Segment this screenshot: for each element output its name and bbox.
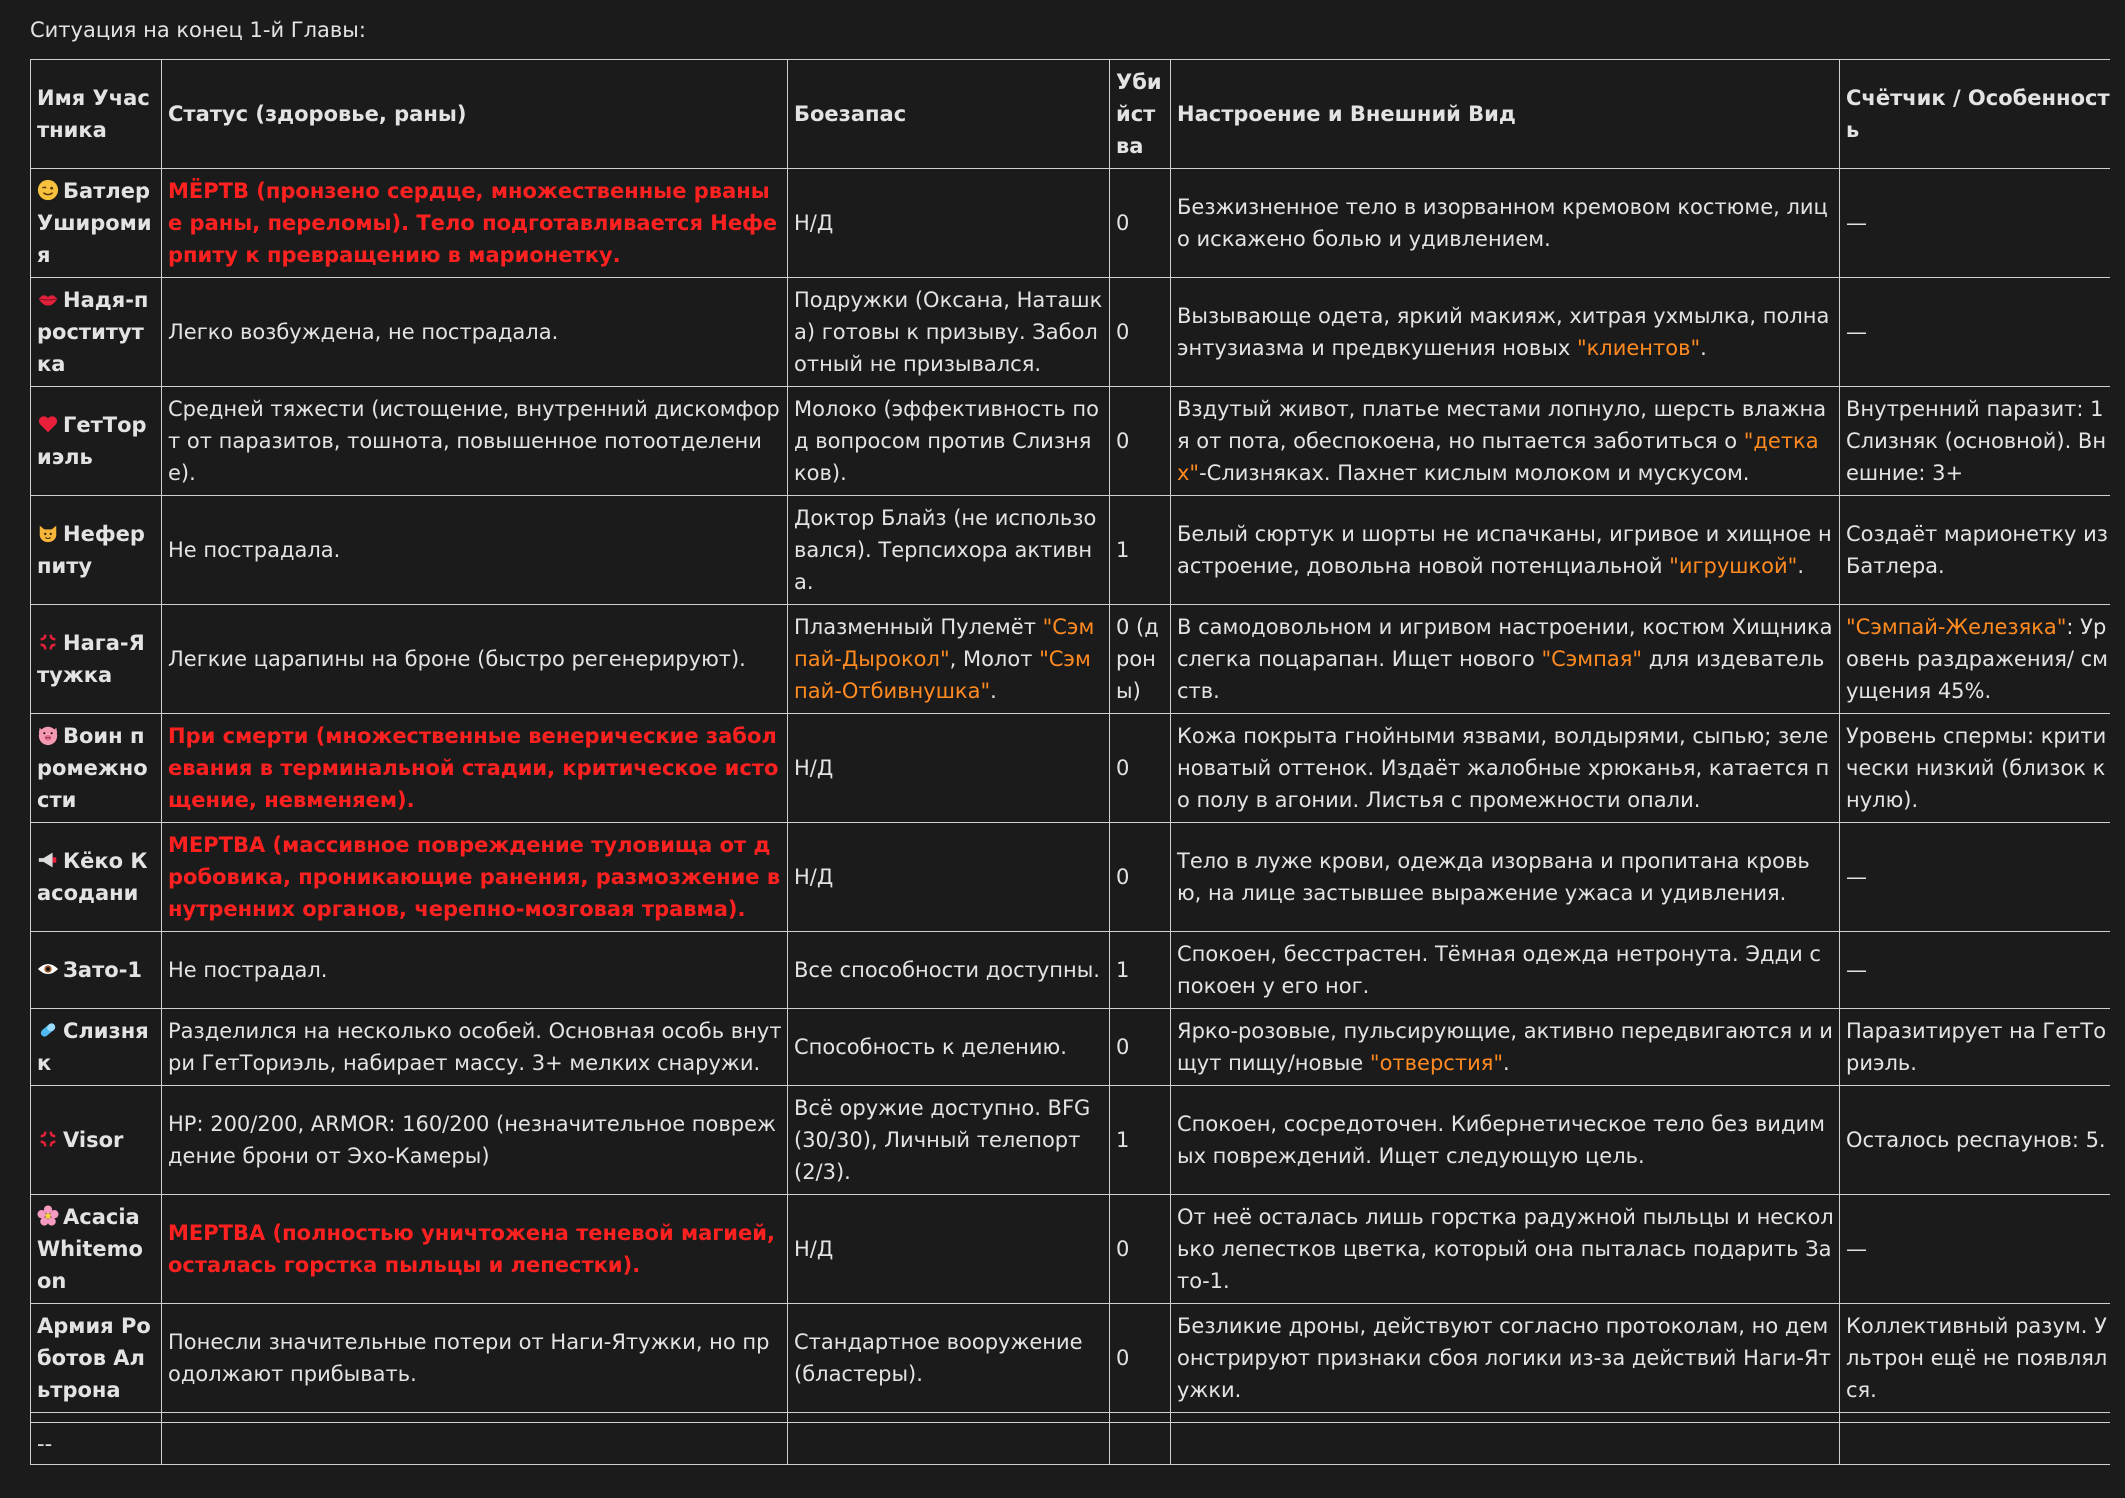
cell-text: Тело в луже крови, одежда изорвана и пропитана кровью, на лице застывшее выражение ужаса и удивления. — [1177, 849, 1810, 905]
cell-text: Н/Д — [794, 756, 834, 780]
table-row — [31, 714, 2111, 823]
mood-cell — [1171, 1009, 1840, 1086]
cell-text: Н/Д — [794, 211, 834, 235]
cell-text: . — [1503, 1051, 1510, 1075]
participant-name-cell — [31, 169, 162, 278]
mood-cell — [1171, 278, 1840, 387]
cell-text: -Слизняках. Пахнет кислым молоком и мускусом. — [1199, 461, 1750, 485]
red-heart-icon — [37, 412, 59, 434]
participant-name-cell — [31, 932, 162, 1009]
empty-cell — [1840, 1413, 2111, 1423]
kills-cell: 1 — [1110, 1086, 1171, 1195]
cell-text: Ярко-розовые, пульсирующие, активно передвигаются и ищут пищу/новые — [1177, 1019, 1833, 1075]
cell-text: Белый сюртук и шорты не испачканы, игривое и хищное настроение, довольна новой потенциальной — [1177, 522, 1832, 578]
cell-text: Безликие дроны, действуют согласно протоколам, но демонстрируют признаки сбоя логики из-за действий Наги-Ятужки. — [1177, 1314, 1831, 1402]
cell-text: . — [1700, 336, 1707, 360]
participant-name-cell — [31, 605, 162, 714]
cell-text: HP: 200/200, ARMOR: 160/200 (незначительное повреждение брони от Эхо-Камеры) — [168, 1112, 776, 1168]
empty-cell — [1840, 1423, 2111, 1465]
mood-cell — [1171, 1195, 1840, 1304]
status-table-wrapper — [30, 59, 2110, 1465]
cell-text: Все способности доступны. — [794, 958, 1100, 982]
counter-cell — [1840, 1304, 2111, 1413]
cell-text: Стандартное вооружение (бластеры). — [794, 1330, 1083, 1386]
mood-cell — [1171, 1086, 1840, 1195]
participant-name: Acacia Whitemoon — [37, 1205, 143, 1293]
cell-text: Н/Д — [794, 1237, 834, 1261]
counter-cell — [1840, 387, 2111, 496]
ammo-cell — [788, 1009, 1110, 1086]
table-row — [31, 387, 2111, 496]
cell-text: Вздутый живот, платье местами лопнуло, шерсть влажная от пота, обеспокоена, но пытается заботиться о — [1177, 397, 1827, 453]
cell-text: Внутренний паразит: 1 Слизняк (основной). Внешние: 3+ — [1846, 397, 2107, 485]
table-body — [31, 169, 2111, 1465]
cell-text: Коллективный разум. Ультрон ещё не появлялся. — [1846, 1314, 2108, 1402]
cell-text: Кожа покрыта гнойными язвами, волдырями, сыпью; зеленоватый оттенок. Издаёт жалобные хрюканья, катается по полу в агонии. Листья с промежности опали. — [1177, 724, 1830, 812]
counter-cell — [1840, 823, 2111, 932]
cell-text: Подружки (Оксана, Наташка) готовы к призыву. Заболотный не призывался. — [794, 288, 1103, 376]
table-row — [31, 1304, 2111, 1413]
table-row — [31, 278, 2111, 387]
kills-cell: 1 — [1110, 496, 1171, 605]
kills-cell: 0 — [1110, 1304, 1171, 1413]
anger-symbol-icon — [37, 630, 59, 652]
kills-cell: 1 — [1110, 932, 1171, 1009]
mood-cell — [1171, 169, 1840, 278]
ammo-cell — [788, 823, 1110, 932]
empty-cell — [788, 1413, 1110, 1423]
participant-name: Нага-Ятужка — [37, 631, 145, 687]
counter-cell — [1840, 496, 2111, 605]
cell-text: Плазменный Пулемёт — [794, 615, 1043, 639]
column-header-status: Статус (здоровье, раны) — [162, 60, 788, 169]
cell-text: Безжизненное тело в изорванном кремовом костюме, лицо искажено болью и удивлением. — [1177, 195, 1828, 251]
table-row — [31, 823, 2111, 932]
counter-cell — [1840, 1086, 2111, 1195]
cell-text: Разделился на несколько особей. Основная особь внутри ГетТориэль, набирает массу. 3+ мелких снаружи. — [168, 1019, 782, 1075]
cell-text: Доктор Блайз (не использовался). Терпсихора активна. — [794, 506, 1097, 594]
empty-cell — [1171, 1413, 1840, 1423]
counter-cell — [1840, 278, 2111, 387]
cell-text: Вызывающе одета, яркий макияж, хитрая ухмылка, полна энтузиазма и предвкушения новых — [1177, 304, 1830, 360]
cell-text: Паразитирует на ГетТориэль. — [1846, 1019, 2107, 1075]
empty-cell — [1110, 1423, 1171, 1465]
ammo-cell — [788, 278, 1110, 387]
column-header-mood: Настроение и Внешний Вид — [1171, 60, 1840, 169]
participant-name-cell — [31, 1086, 162, 1195]
participant-name: Батлер Уширомия — [37, 179, 152, 267]
participant-name: Зато-1 — [63, 958, 143, 982]
highlight-text: "Сэмпая" — [1541, 647, 1643, 671]
cell-text: Способность к делению. — [794, 1035, 1067, 1059]
participant-name-cell — [31, 387, 162, 496]
pill-icon — [37, 1018, 59, 1040]
cell-text: Легко возбуждена, не пострадала. — [168, 320, 559, 344]
ammo-cell — [788, 1086, 1110, 1195]
spacer-row — [31, 1413, 2111, 1423]
mood-cell — [1171, 496, 1840, 605]
participant-name: Неферпиту — [37, 522, 145, 578]
kills-cell: 0 — [1110, 1009, 1171, 1086]
cell-text: Спокоен, сосредоточен. Кибернетическое тело без видимых повреждений. Ищет следующую цель. — [1177, 1112, 1825, 1168]
cell-text: Н/Д — [794, 865, 834, 889]
status-cell — [162, 932, 788, 1009]
cell-text: Уровень спермы: критически низкий (близок к нулю). — [1846, 724, 2107, 812]
ammo-cell — [788, 714, 1110, 823]
kills-cell: 0 — [1110, 278, 1171, 387]
column-header-kills: Убийства — [1110, 60, 1171, 169]
kills-cell: 0 — [1110, 1195, 1171, 1304]
cell-text: Понесли значительные потери от Наги-Ятужки, но продолжают прибывать. — [168, 1330, 770, 1386]
participant-name: Visor — [63, 1128, 124, 1152]
cell-text: — — [1846, 320, 1867, 344]
participant-name-cell — [31, 1304, 162, 1413]
critical-status-text: МЕРТВА (полностью уничтожена теневой магией, осталась горстка пыльцы и лепестки). — [168, 1221, 775, 1277]
status-cell — [162, 714, 788, 823]
participant-name: Слизняк — [37, 1019, 149, 1075]
megaphone-icon — [37, 848, 59, 870]
participant-name-cell — [31, 278, 162, 387]
cell-text: , Молот — [949, 647, 1040, 671]
highlight-text: "Сэмпай-Дырокол" — [794, 615, 1095, 671]
participant-name-cell — [31, 714, 162, 823]
status-cell — [162, 1086, 788, 1195]
counter-cell — [1840, 605, 2111, 714]
critical-status-text: МЁРТВ (пронзено сердце, множественные рваные раны, переломы). Тело подготавливается Неферпиту к превращению в марионетку. — [168, 179, 778, 267]
cell-text: Всё оружие доступно. BFG (30/30), Личный телепорт (2/3). — [794, 1096, 1091, 1184]
empty-cell — [162, 1413, 788, 1423]
cell-text: В самодовольном и игривом настроении, костюм Хищника слегка поцарапан. Ищет нового — [1177, 615, 1833, 671]
table-row — [31, 169, 2111, 278]
cell-text: Не пострадал. — [168, 958, 328, 982]
mood-cell — [1171, 387, 1840, 496]
ammo-cell — [788, 1304, 1110, 1413]
participant-name: Воин промежности — [37, 724, 148, 812]
table-row — [31, 932, 2111, 1009]
critical-status-text: МЕРТВА (массивное повреждение туловища от дробовика, проникающие ранения, размозжение внутренних органов, черепно-мозговая травма). — [168, 833, 781, 921]
participant-name: Надя-проститутка — [37, 288, 149, 376]
status-cell — [162, 496, 788, 605]
cell-text: От неё осталась лишь горстка радужной пыльцы и несколько лепестков цветка, который она пыталась подарить Зато-1. — [1177, 1205, 1834, 1293]
mood-cell — [1171, 932, 1840, 1009]
table-row — [31, 1086, 2111, 1195]
status-cell — [162, 605, 788, 714]
highlight-text: "игрушкой" — [1669, 554, 1798, 578]
status-cell — [162, 1195, 788, 1304]
cell-text: Средней тяжести (истощение, внутренний дискомфорт от паразитов, тошнота, повышенное потоотделение). — [168, 397, 780, 485]
kills-cell: 0 — [1110, 714, 1171, 823]
counter-cell — [1840, 1195, 2111, 1304]
trailing-row — [31, 1423, 2111, 1465]
cat-face-icon — [37, 521, 59, 543]
participant-name-cell — [31, 823, 162, 932]
empty-cell — [162, 1423, 788, 1465]
cell-text: Осталось респаунов: 5. — [1846, 1128, 2106, 1152]
highlight-text: "детках" — [1177, 429, 1819, 485]
counter-cell — [1840, 932, 2111, 1009]
empty-cell — [31, 1413, 162, 1423]
ammo-cell — [788, 932, 1110, 1009]
cell-text: — — [1846, 211, 1867, 235]
critical-status-text: При смерти (множественные венерические заболевания в терминальной стадии, критическое истощение, невменяем). — [168, 724, 779, 812]
ammo-cell — [788, 1195, 1110, 1304]
highlight-text: "Сэмпай-Отбивнушка" — [794, 647, 1091, 703]
ammo-cell — [788, 387, 1110, 496]
empty-cell — [1171, 1423, 1840, 1465]
cell-text: : Уровень раздражения/ смущения 45%. — [1846, 615, 2108, 703]
ammo-cell — [788, 605, 1110, 714]
participant-name-cell — [31, 1009, 162, 1086]
mood-cell — [1171, 605, 1840, 714]
column-header-name: Имя Участника — [31, 60, 162, 169]
participant-name-cell — [31, 1195, 162, 1304]
table-row — [31, 1195, 2111, 1304]
status-table — [30, 59, 2110, 1465]
counter-cell — [1840, 169, 2111, 278]
cell-text: Спокоен, бесстрастен. Тёмная одежда нетронута. Эдди спокоен у его ног. — [1177, 942, 1821, 998]
mood-cell — [1171, 1304, 1840, 1413]
status-cell — [162, 1304, 788, 1413]
highlight-text: "Сэмпай-Железяка" — [1846, 615, 2067, 639]
page-heading: Ситуация на конец 1-й Главы: — [30, 18, 366, 42]
kills-cell: 0 — [1110, 387, 1171, 496]
eye-icon — [37, 957, 59, 979]
cell-text: Молоко (эффективность под вопросом против Слизняков). — [794, 397, 1099, 485]
highlight-text: "клиентов" — [1576, 336, 1701, 360]
table-row — [31, 496, 2111, 605]
column-header-ammo: Боезапас — [788, 60, 1110, 169]
status-cell — [162, 169, 788, 278]
cherry-blossom-icon — [37, 1204, 59, 1226]
table-header-row — [31, 60, 2111, 169]
ammo-cell — [788, 496, 1110, 605]
highlight-text: "отверстия" — [1369, 1051, 1504, 1075]
table-row — [31, 605, 2111, 714]
mood-cell — [1171, 714, 1840, 823]
cell-text: Легкие царапины на броне (быстро регенерируют). — [168, 647, 746, 671]
cell-text: . — [990, 679, 997, 703]
counter-cell — [1840, 714, 2111, 823]
mood-cell — [1171, 823, 1840, 932]
trailing-text: -- — [31, 1423, 162, 1465]
kills-cell: 0 (дроны) — [1110, 605, 1171, 714]
cell-text: Не пострадала. — [168, 538, 341, 562]
table-row — [31, 1009, 2111, 1086]
status-cell — [162, 278, 788, 387]
participant-name-cell — [31, 496, 162, 605]
column-header-counter: Счётчик / Особенность — [1840, 60, 2111, 169]
ammo-cell — [788, 169, 1110, 278]
participant-name: Армия Роботов Альтрона — [37, 1314, 151, 1402]
status-cell — [162, 387, 788, 496]
cell-text: . — [1797, 554, 1805, 578]
empty-cell — [1110, 1413, 1171, 1423]
status-cell — [162, 1009, 788, 1086]
pig-face-icon — [37, 723, 59, 745]
cell-text: — — [1846, 865, 1867, 889]
cell-text: для издевательств. — [1177, 647, 1825, 703]
cell-text: Создаёт марионетку из Батлера. — [1846, 522, 2108, 578]
kills-cell: 0 — [1110, 823, 1171, 932]
winking-face-icon — [37, 178, 59, 200]
cell-text: — — [1846, 958, 1867, 982]
anger-symbol-icon — [37, 1127, 59, 1149]
participant-name: Кёко Касодани — [37, 849, 148, 905]
status-cell — [162, 823, 788, 932]
kills-cell: 0 — [1110, 169, 1171, 278]
counter-cell — [1840, 1009, 2111, 1086]
empty-cell — [788, 1423, 1110, 1465]
lips-icon — [37, 287, 59, 309]
cell-text: — — [1846, 1237, 1867, 1261]
participant-name: ГетТориэль — [37, 413, 147, 469]
